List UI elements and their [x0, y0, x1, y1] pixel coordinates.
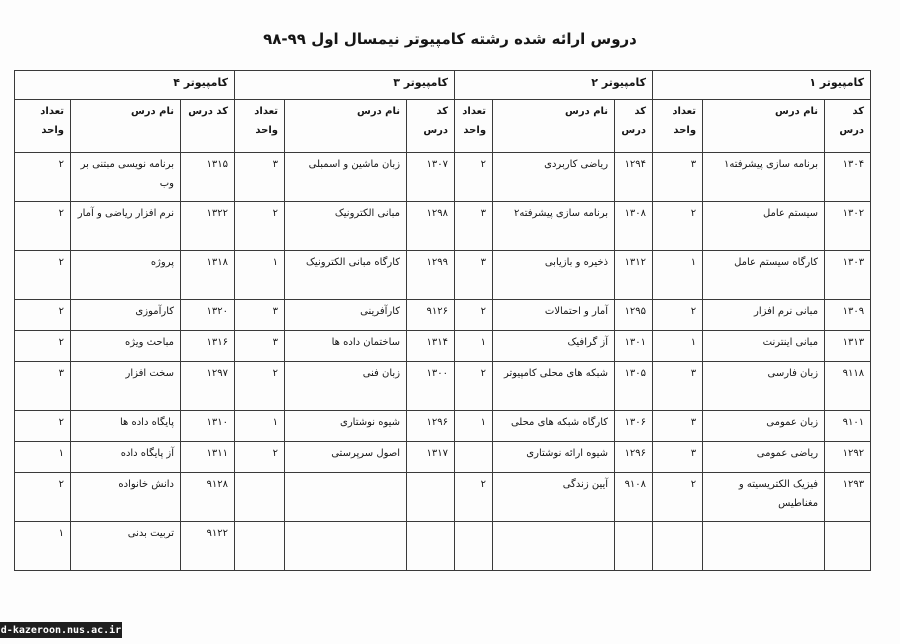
course-code-cell: ۹۱۱۸: [825, 362, 871, 411]
course-code-cell: ۱۳۰۲: [825, 202, 871, 251]
course-name-cell: مبانی اینترنت: [703, 331, 825, 362]
course-units-cell: ۲: [653, 300, 703, 331]
column-header-code: کد درس: [825, 100, 871, 153]
course-code-cell: [407, 473, 455, 522]
course-code-cell: ۹۱۲۶: [407, 300, 455, 331]
course-units-cell: ۳: [653, 153, 703, 202]
course-name-cell: کارآموزی: [71, 300, 181, 331]
course-code-cell: ۱۳۱۰: [181, 411, 235, 442]
column-header-name: نام درس: [71, 100, 181, 153]
page-title: دروس ارائه شده رشته کامپیوتر نیمسال اول ۹۹-۹۸: [263, 30, 637, 48]
course-code-cell: ۱۳۰۱: [615, 331, 653, 362]
course-code-cell: ۱۳۱۵: [181, 153, 235, 202]
course-code-cell: ۱۳۲۲: [181, 202, 235, 251]
course-code-cell: ۱۲۹۷: [181, 362, 235, 411]
site-footer-badge: [0, 622, 122, 638]
course-units-cell: ۳: [235, 300, 285, 331]
course-name-cell: ذخیره و بازیابی: [493, 251, 615, 300]
course-units-cell: ۲: [455, 473, 493, 522]
course-units-cell: ۲: [235, 442, 285, 473]
course-name-cell: [703, 522, 825, 571]
course-units-cell: ۲: [15, 331, 71, 362]
course-units-cell: [235, 522, 285, 571]
course-units-cell: [455, 442, 493, 473]
course-units-cell: [653, 522, 703, 571]
course-units-cell: ۲: [235, 202, 285, 251]
course-units-cell: ۳: [653, 411, 703, 442]
table-row: [15, 442, 871, 473]
course-name-cell: فیزیک الکتریسیته و مغناطیس: [703, 473, 825, 522]
course-code-cell: ۱۲۹۶: [407, 411, 455, 442]
course-name-cell: ریاضی کاربردی: [493, 153, 615, 202]
table-row: [15, 473, 871, 522]
course-code-cell: ۹۱۰۸: [615, 473, 653, 522]
course-units-cell: ۲: [455, 153, 493, 202]
course-name-cell: [285, 473, 407, 522]
column-header-row: [15, 100, 871, 153]
group-header: کامپیوتر ۴: [15, 71, 235, 100]
course-name-cell: نرم افزار ریاضی و آمار: [71, 202, 181, 251]
course-units-cell: ۱: [653, 251, 703, 300]
table-row: [15, 300, 871, 331]
course-code-cell: ۱۳۲۰: [181, 300, 235, 331]
course-code-cell: ۱۳۱۲: [615, 251, 653, 300]
course-code-cell: ۱۳۱۱: [181, 442, 235, 473]
course-units-cell: ۱: [235, 411, 285, 442]
course-name-cell: سیستم عامل: [703, 202, 825, 251]
course-code-cell: ۱۳۱۷: [407, 442, 455, 473]
course-name-cell: برنامه نویسی مبتنی بر وب: [71, 153, 181, 202]
course-code-cell: [615, 522, 653, 571]
course-units-cell: [235, 473, 285, 522]
course-name-cell: برنامه سازی پیشرفته۱: [703, 153, 825, 202]
column-header-name: نام درس: [703, 100, 825, 153]
column-header-units: تعداد واحد: [235, 100, 285, 153]
course-name-cell: پروژه: [71, 251, 181, 300]
course-name-cell: زبان فنی: [285, 362, 407, 411]
course-name-cell: آمار و احتمالات: [493, 300, 615, 331]
table-row: [15, 153, 871, 202]
course-name-cell: مبانی الکترونیک: [285, 202, 407, 251]
courses-table: [14, 70, 871, 571]
course-units-cell: ۱: [455, 411, 493, 442]
course-units-cell: ۳: [653, 362, 703, 411]
course-name-cell: آز گرافیک: [493, 331, 615, 362]
course-name-cell: شبکه های محلی کامپیوتر: [493, 362, 615, 411]
course-code-cell: ۱۳۱۴: [407, 331, 455, 362]
column-header-name: نام درس: [285, 100, 407, 153]
course-code-cell: ۱۳۰۴: [825, 153, 871, 202]
course-code-cell: ۱۲۹۳: [825, 473, 871, 522]
table-row: [15, 251, 871, 300]
course-name-cell: دانش خانواده: [71, 473, 181, 522]
course-units-cell: ۲: [653, 473, 703, 522]
course-code-cell: ۱۳۰۶: [615, 411, 653, 442]
table-row: [15, 522, 871, 571]
course-code-cell: ۱۳۰۰: [407, 362, 455, 411]
column-header-units: تعداد واحد: [455, 100, 493, 153]
course-name-cell: زبان ماشین و اسمبلی: [285, 153, 407, 202]
table-row: [15, 411, 871, 442]
course-units-cell: [455, 522, 493, 571]
course-units-cell: ۲: [15, 411, 71, 442]
course-code-cell: [407, 522, 455, 571]
course-units-cell: ۲: [15, 153, 71, 202]
course-units-cell: ۳: [455, 251, 493, 300]
course-units-cell: ۲: [15, 473, 71, 522]
course-units-cell: ۱: [235, 251, 285, 300]
course-code-cell: ۱۳۰۵: [615, 362, 653, 411]
column-header-code: کد درس: [615, 100, 653, 153]
course-name-cell: ساختمان داده ها: [285, 331, 407, 362]
course-code-cell: ۱۲۹۹: [407, 251, 455, 300]
course-units-cell: ۳: [15, 362, 71, 411]
table-row: [15, 331, 871, 362]
course-units-cell: ۲: [15, 300, 71, 331]
course-units-cell: ۲: [15, 251, 71, 300]
course-code-cell: ۹۱۲۸: [181, 473, 235, 522]
course-units-cell: ۱: [15, 442, 71, 473]
group-header: کامپیوتر ۲: [455, 71, 653, 100]
course-name-cell: برنامه سازی پیشرفته۲: [493, 202, 615, 251]
course-code-cell: ۱۳۰۳: [825, 251, 871, 300]
course-name-cell: تربیت بدنی: [71, 522, 181, 571]
course-name-cell: مبانی نرم افزار: [703, 300, 825, 331]
course-code-cell: ۱۳۰۹: [825, 300, 871, 331]
course-name-cell: شیوه نوشتاری: [285, 411, 407, 442]
course-name-cell: کارگاه شبکه های محلی: [493, 411, 615, 442]
course-units-cell: ۱: [455, 331, 493, 362]
course-units-cell: ۳: [455, 202, 493, 251]
course-name-cell: مباحث ویژه: [71, 331, 181, 362]
group-header: کامپیوتر ۱: [653, 71, 871, 100]
course-code-cell: ۱۳۱۸: [181, 251, 235, 300]
column-header-units: تعداد واحد: [15, 100, 71, 153]
group-header-row: [15, 71, 871, 100]
course-code-cell: ۹۱۰۱: [825, 411, 871, 442]
course-code-cell: ۱۲۹۶: [615, 442, 653, 473]
column-header-units: تعداد واحد: [653, 100, 703, 153]
course-name-cell: اصول سرپرستی: [285, 442, 407, 473]
course-name-cell: پایگاه داده ها: [71, 411, 181, 442]
footer-url: d-kazeroon.nus.ac.ir: [0, 624, 122, 636]
group-header: کامپیوتر ۳: [235, 71, 455, 100]
course-code-cell: ۱۲۹۴: [615, 153, 653, 202]
course-units-cell: ۱: [15, 522, 71, 571]
course-code-cell: ۱۲۹۸: [407, 202, 455, 251]
course-name-cell: زبان عمومی: [703, 411, 825, 442]
course-code-cell: ۹۱۲۲: [181, 522, 235, 571]
course-name-cell: [493, 522, 615, 571]
course-name-cell: شیوه ارائه نوشتاری: [493, 442, 615, 473]
course-name-cell: [285, 522, 407, 571]
course-code-cell: ۱۳۰۸: [615, 202, 653, 251]
course-code-cell: ۱۳۱۳: [825, 331, 871, 362]
column-header-code: کد درس: [181, 100, 235, 153]
course-units-cell: ۳: [235, 331, 285, 362]
course-units-cell: ۲: [235, 362, 285, 411]
course-units-cell: ۳: [235, 153, 285, 202]
course-code-cell: [825, 522, 871, 571]
course-code-cell: ۱۲۹۵: [615, 300, 653, 331]
course-code-cell: ۱۳۱۶: [181, 331, 235, 362]
course-name-cell: کارگاه مبانی الکترونیک: [285, 251, 407, 300]
table-row: [15, 362, 871, 411]
course-code-cell: ۱۳۰۷: [407, 153, 455, 202]
course-units-cell: ۲: [455, 362, 493, 411]
course-name-cell: زبان فارسی: [703, 362, 825, 411]
course-name-cell: کارگاه سیستم عامل: [703, 251, 825, 300]
course-name-cell: کارآفرینی: [285, 300, 407, 331]
course-name-cell: ریاضی عمومی: [703, 442, 825, 473]
course-units-cell: ۱: [653, 331, 703, 362]
table-row: [15, 202, 871, 251]
course-name-cell: آز پایگاه داده: [71, 442, 181, 473]
course-units-cell: ۳: [653, 442, 703, 473]
course-code-cell: ۱۲۹۲: [825, 442, 871, 473]
course-units-cell: ۲: [455, 300, 493, 331]
column-header-code: کد درس: [407, 100, 455, 153]
column-header-name: نام درس: [493, 100, 615, 153]
course-units-cell: ۲: [653, 202, 703, 251]
course-name-cell: سخت افزار: [71, 362, 181, 411]
course-units-cell: ۲: [15, 202, 71, 251]
course-name-cell: آیین زندگی: [493, 473, 615, 522]
